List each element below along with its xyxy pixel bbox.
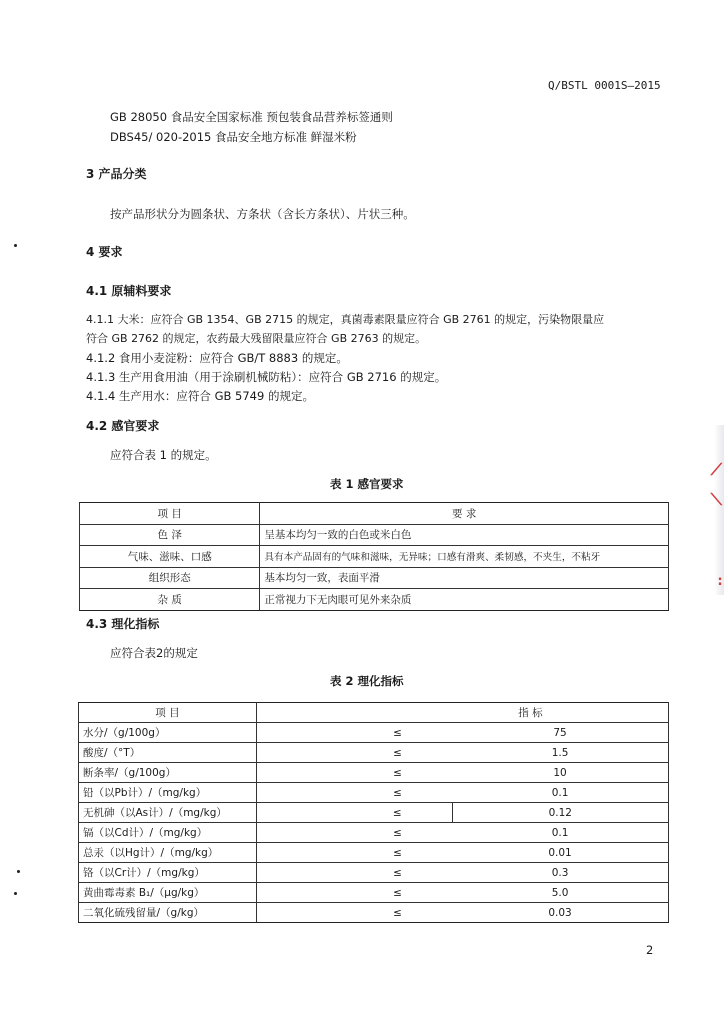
table-cell-value: 0.3 [452, 863, 668, 883]
table-header-cell: 项 目 [80, 503, 260, 525]
table-row [79, 883, 669, 903]
table-cell-item: 二氧化硫残留量/（g/kg） [79, 903, 257, 923]
section-3-heading: 3 产品分类 [86, 167, 147, 181]
table-cell-value: 0.12 [452, 803, 668, 823]
reference-line: DBS45/ 020-2015 食品安全地方标准 鲜湿米粉 [110, 130, 357, 144]
table-row [79, 863, 669, 883]
table-row [80, 546, 669, 568]
section-4-3-heading: 4.3 理化指标 [86, 617, 160, 631]
table-cell-item: 气味、滋味、口感 [80, 546, 260, 568]
table-header-cell: 项 目 [79, 703, 257, 723]
seal-fragment-icon: ⟋ [710, 460, 722, 479]
table-row [79, 783, 669, 803]
doc-code: Q/BSTL 0001S—2015 [548, 79, 661, 92]
table-header-cell: 要 求 [260, 503, 669, 525]
table-cell-operator: ≤ [256, 883, 452, 903]
clause-4-1-1-line2: 符合 GB 2762 的规定，农药最大残留限量应符合 GB 2763 的规定。 [86, 332, 427, 345]
table-row [79, 843, 669, 863]
section-4-heading: 4 要求 [86, 245, 123, 259]
section-3-body: 按产品形状分为圆条状、方条状（含长方条状）、片状三种。 [110, 207, 415, 221]
clause-4-1-3: 4.1.3 生产用食用油（用于涂刷机械防粘）：应符合 GB 2716 的规定。 [86, 370, 447, 384]
sensory-table [79, 502, 669, 611]
table-row [80, 589, 669, 611]
table-cell-item: 黄曲霉毒素 B₁/（μg/kg） [79, 883, 257, 903]
table-row [79, 803, 669, 823]
table-header-row [79, 703, 669, 723]
table-cell-requirement: 呈基本均匀一致的白色或米白色 [260, 524, 669, 546]
section-4-3-body: 应符合表2的规定 [110, 646, 198, 660]
table-cell-requirement: 具有本产品固有的气味和滋味，无异味；口感有滑爽、柔韧感，不夹生，不粘牙 [260, 546, 669, 568]
seal-fragment-icon: ∶ [718, 575, 722, 590]
table-cell-value: 0.1 [452, 823, 668, 843]
table-row [79, 763, 669, 783]
reference-line: GB 28050 食品安全国家标准 预包装食品营养标签通则 [110, 110, 393, 124]
scan-speck [17, 870, 20, 873]
table-cell-value: 75 [452, 723, 668, 743]
table-row [80, 567, 669, 589]
table-row [79, 823, 669, 843]
table-header-cell: 指 标 [256, 703, 668, 723]
page-number: 2 [646, 943, 654, 957]
table-cell-operator: ≤ [256, 763, 452, 783]
table-cell-operator: ≤ [256, 863, 452, 883]
table-cell-value: 0.01 [452, 843, 668, 863]
table-cell-item: 杂 质 [80, 589, 260, 611]
table-cell-item: 断条率/（g/100g） [79, 763, 257, 783]
table-cell-item: 无机砷（以As计）/（mg/kg） [79, 803, 257, 823]
table-cell-item: 镉（以Cd计）/（mg/kg） [79, 823, 257, 843]
table-header-row [80, 503, 669, 525]
seal-fragment-icon: ⟍ [710, 490, 722, 509]
table-row [79, 723, 669, 743]
table-cell-requirement: 基本均匀一致，表面平滑 [260, 567, 669, 589]
table-cell-value: 0.03 [452, 903, 668, 923]
table-cell-value: 10 [452, 763, 668, 783]
table-cell-operator: ≤ [256, 783, 452, 803]
table-row [80, 524, 669, 546]
table-cell-value: 0.1 [452, 783, 668, 803]
table-cell-item: 组织形态 [80, 567, 260, 589]
table-cell-item: 总汞（以Hg计）/（mg/kg） [79, 843, 257, 863]
page-edge-shadow [714, 425, 724, 595]
table-2-caption: 表 2 理化指标 [330, 674, 404, 688]
section-4-2-body: 应符合表 1 的规定。 [110, 448, 217, 462]
clause-4-1-4: 4.1.4 生产用水：应符合 GB 5749 的规定。 [86, 389, 314, 403]
table-cell-value: 1.5 [452, 743, 668, 763]
scan-speck [14, 244, 17, 247]
table-cell-operator: ≤ [256, 723, 452, 743]
table-row [79, 743, 669, 763]
table-cell-operator: ≤ [256, 843, 452, 863]
table-cell-item: 铅（以Pb计）/（mg/kg） [79, 783, 257, 803]
section-4-2-heading: 4.2 感官要求 [86, 419, 160, 433]
clause-4-1-2: 4.1.2 食用小麦淀粉：应符合 GB/T 8883 的规定。 [86, 351, 348, 365]
table-cell-item: 色 泽 [80, 524, 260, 546]
clause-4-1-1-line1: 4.1.1 大米：应符合 GB 1354、GB 2715 的规定，真菌毒素限量应符合 GB 2761 的规定，污染物限量应 [86, 313, 605, 326]
table-cell-operator: ≤ [256, 743, 452, 763]
table-cell-requirement: 正常视力下无肉眼可见外来杂质 [260, 589, 669, 611]
table-row [79, 903, 669, 923]
table-cell-operator: ≤ [256, 803, 452, 823]
table-cell-item: 铬（以Cr计）/（mg/kg） [79, 863, 257, 883]
table-cell-operator: ≤ [256, 903, 452, 923]
table-cell-item: 水分/（g/100g） [79, 723, 257, 743]
table-cell-item: 酸度/（°T） [79, 743, 257, 763]
table-cell-operator: ≤ [256, 823, 452, 843]
scan-speck [14, 892, 17, 895]
section-4-1-heading: 4.1 原辅料要求 [86, 284, 172, 298]
physicochemical-table [78, 702, 669, 923]
table-1-caption: 表 1 感官要求 [330, 477, 404, 491]
table-cell-value: 5.0 [452, 883, 668, 903]
